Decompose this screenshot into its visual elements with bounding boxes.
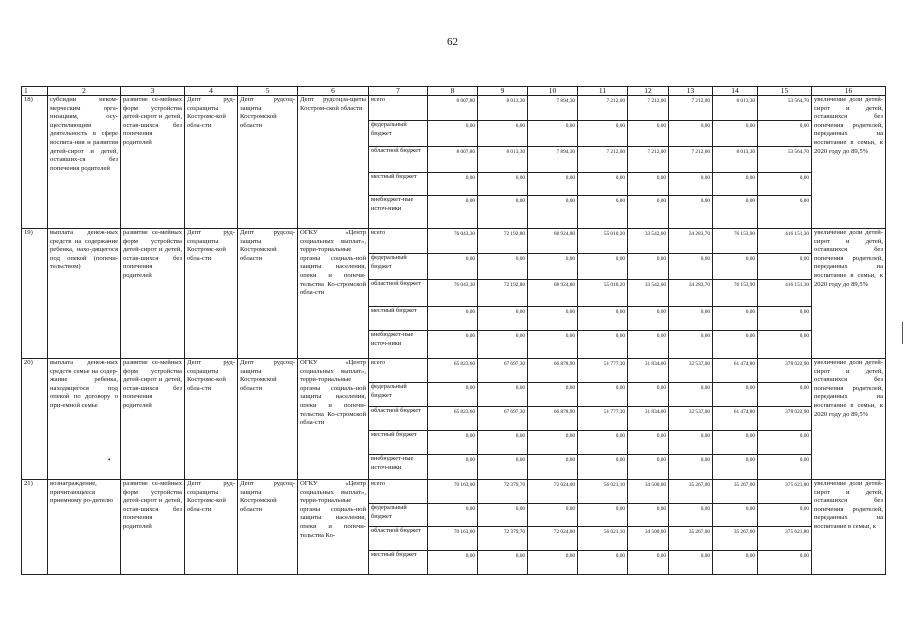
funding-source: местный бюджет (369, 431, 428, 455)
amount-cell: 0,00 (628, 121, 669, 147)
amount-cell: 33 542,60 (628, 280, 669, 307)
amount-cell: 7 212,00 (628, 96, 669, 121)
header-cell: 2 (48, 87, 121, 96)
amount-cell: 0,00 (478, 121, 528, 147)
amount-cell: 0,00 (528, 121, 578, 147)
amount-cell: 0,00 (713, 307, 758, 331)
header-cell: 6 (298, 87, 369, 96)
amount-cell: 7 894,30 (528, 96, 578, 121)
amount-cell: 68 924,80 (528, 229, 578, 254)
amount-cell: 0,00 (628, 431, 669, 455)
amount-cell: 72 379,70 (478, 527, 528, 551)
amount-cell: 53 564,70 (758, 96, 812, 121)
amount-cell: 55 010,20 (578, 229, 628, 254)
amount-cell: 0,00 (428, 121, 478, 147)
measure-name: вознаграждение, причитающееся приемному ро-дителю (48, 480, 121, 575)
amount-cell: 66 878,90 (528, 359, 578, 383)
amount-cell: 61 474,80 (713, 407, 758, 431)
amount-cell: 34 500,00 (628, 527, 669, 551)
amount-cell: 72 192,80 (478, 229, 528, 254)
responsible-cell: Депт рудсоц-защиты Костромской области (238, 229, 298, 359)
amount-cell: 0,00 (628, 551, 669, 575)
amount-cell: 0,00 (428, 383, 478, 407)
funding-source: федеральный бюджет (369, 254, 428, 280)
amount-cell: 0,00 (578, 173, 628, 196)
stray-mark: • (108, 456, 111, 464)
amount-cell: 56 021,10 (578, 480, 628, 504)
amount-cell: 7 212,00 (578, 96, 628, 121)
funding-source: всего (369, 359, 428, 383)
amount-cell: 0,00 (428, 504, 478, 527)
amount-cell: 34 283,70 (669, 280, 713, 307)
amount-cell: 0,00 (669, 307, 713, 331)
amount-cell: 375 621,80 (758, 480, 812, 504)
measure-name: субсидии неком-мерческим орга-низациям, осу-ществляющим деятельность в сфере воспита-ния и развития детей-сирот и детей, оставших-ся без попечения родителей (48, 96, 121, 229)
amount-cell: 0,00 (428, 431, 478, 455)
amount-cell: 34 500,00 (628, 480, 669, 504)
amount-cell: 416 151,30 (758, 229, 812, 254)
header-cell: 14 (713, 87, 758, 96)
result-cell: увеличение доли детей-сирот и детей, оставшихся без попечения родителей, переданных на воспитание в семьи, к 2020 году до 89,5% (812, 359, 886, 480)
amount-cell: 0,00 (758, 196, 812, 229)
amount-cell: 65 823,60 (428, 407, 478, 431)
amount-cell: 76 043,30 (428, 229, 478, 254)
funding-source: местный бюджет (369, 173, 428, 196)
amount-cell: 0,00 (628, 455, 669, 480)
amount-cell: 0,00 (478, 196, 528, 229)
amount-cell: 0,00 (528, 455, 578, 480)
amount-cell: 0,00 (669, 196, 713, 229)
header-cell: 8 (428, 87, 478, 96)
header-cell: 11 (578, 87, 628, 96)
table-body (22, 87, 886, 575)
amount-cell: 0,00 (713, 383, 758, 407)
amount-cell: 0,00 (478, 431, 528, 455)
amount-cell: 72 379,70 (478, 480, 528, 504)
amount-cell: 7 212,00 (669, 96, 713, 121)
amount-cell: 378 022,90 (758, 359, 812, 383)
amount-cell: 0,00 (669, 551, 713, 575)
amount-cell: 0,00 (578, 383, 628, 407)
measure-name: выплата денеж-ных средств семье на содер-жание ребенка, находящегося под опекой по договору о при-емной семье (48, 359, 121, 480)
amount-cell: 72 192,80 (478, 280, 528, 307)
header-cell: 4 (185, 87, 238, 96)
direction-cell: развитие се-мейных форм устройства детей-сирот и детей, остав-шихся без попечения родителей (121, 359, 185, 480)
amount-cell: 0,00 (528, 431, 578, 455)
header-cell: 16 (812, 87, 886, 96)
amount-cell: 35 267,00 (713, 480, 758, 504)
table-row (22, 480, 886, 504)
table-row (22, 229, 886, 254)
funding-source: всего (369, 229, 428, 254)
amount-cell: 0,00 (669, 383, 713, 407)
amount-cell: 0,00 (578, 254, 628, 280)
amount-cell: 8 013,30 (478, 96, 528, 121)
page-number: 62 (447, 36, 458, 48)
amount-cell: 0,00 (628, 383, 669, 407)
amount-cell: 35 267,00 (669, 480, 713, 504)
amount-cell: 0,00 (628, 196, 669, 229)
executor-cell: ОГКУ «Центр социальных выплат», терри-ториальные органы социаль-ной защиты населения, опеки и попечи-тельства Ко- (298, 480, 369, 575)
amount-cell: 0,00 (428, 196, 478, 229)
direction-cell: развитие се-мейных форм устройства детей-сирот и детей, остав-шихся без попечения родителей (121, 96, 185, 229)
row-number: 18) (22, 96, 48, 229)
coexecutor-cell: Депт руд-соцзащиты Костромс-кой обла-сти (185, 480, 238, 575)
amount-cell: 0,00 (528, 551, 578, 575)
funding-source: федеральный бюджет (369, 121, 428, 147)
amount-cell: 7 212,00 (669, 147, 713, 173)
amount-cell: 0,00 (758, 383, 812, 407)
amount-cell: 8 013,30 (713, 147, 758, 173)
amount-cell: 0,00 (713, 196, 758, 229)
amount-cell: 0,00 (428, 173, 478, 196)
amount-cell: 35 267,00 (713, 527, 758, 551)
table-row (22, 96, 886, 121)
amount-cell: 0,00 (758, 307, 812, 331)
direction-cell: развитие се-мейных форм устройства детей-сирот и детей, остав-шихся без попечения родителей (121, 229, 185, 359)
amount-cell: 0,00 (528, 307, 578, 331)
amount-cell: 0,00 (713, 504, 758, 527)
amount-cell: 7 212,00 (578, 147, 628, 173)
amount-cell: 0,00 (578, 307, 628, 331)
amount-cell: 33 542,60 (628, 229, 669, 254)
amount-cell: 0,00 (628, 173, 669, 196)
funding-source: федеральный бюджет (369, 504, 428, 527)
amount-cell: 0,00 (478, 551, 528, 575)
amount-cell: 0,00 (669, 121, 713, 147)
result-cell: увеличение доли детей-сирот и детей, оставшихся без попечения родителей, переданных на воспитание в семьи, к 2020 году до 89,5% (812, 229, 886, 359)
amount-cell: 51 777,30 (578, 407, 628, 431)
amount-cell: 7 894,30 (528, 147, 578, 173)
amount-cell: 31 834,00 (628, 407, 669, 431)
amount-cell: 67 697,30 (478, 407, 528, 431)
executor-cell: Депт рудсоцза-щиты Костром-ской области (298, 96, 369, 229)
amount-cell: 0,00 (758, 504, 812, 527)
amount-cell: 0,00 (428, 455, 478, 480)
amount-cell: 0,00 (758, 431, 812, 455)
amount-cell: 0,00 (528, 173, 578, 196)
amount-cell: 0,00 (758, 121, 812, 147)
funding-source: местный бюджет (369, 307, 428, 331)
amount-cell: 32 537,00 (669, 407, 713, 431)
amount-cell: 8 007,80 (428, 147, 478, 173)
funding-source: всего (369, 480, 428, 504)
amount-cell: 0,00 (669, 455, 713, 480)
amount-cell: 32 537,00 (669, 359, 713, 383)
measure-name: выплата денеж-ных средств на содержание ребенка, нахо-дящегося под опекой (попечи-тельством) (48, 229, 121, 359)
amount-cell: 65 823,60 (428, 359, 478, 383)
amount-cell: 70 163,00 (428, 480, 478, 504)
amount-cell: 0,00 (478, 455, 528, 480)
budget-table (21, 86, 886, 575)
header-cell: 3 (121, 87, 185, 96)
amount-cell: 0,00 (578, 121, 628, 147)
responsible-cell: Депт рудсоц-защиты Костромской области (238, 359, 298, 480)
amount-cell: 0,00 (628, 307, 669, 331)
funding-source: областной бюджет (369, 280, 428, 307)
amount-cell: 0,00 (713, 121, 758, 147)
funding-source: местный бюджет (369, 551, 428, 575)
amount-cell: 0,00 (669, 254, 713, 280)
header-cell: 1 (22, 87, 48, 96)
amount-cell: 0,00 (713, 431, 758, 455)
header-cell: 9 (478, 87, 528, 96)
amount-cell: 70 163,00 (428, 527, 478, 551)
amount-cell: 68 924,80 (528, 280, 578, 307)
amount-cell: 0,00 (758, 331, 812, 359)
amount-cell: 8 013,30 (713, 96, 758, 121)
amount-cell: 0,00 (713, 551, 758, 575)
amount-cell: 0,00 (713, 331, 758, 359)
amount-cell: 0,00 (758, 551, 812, 575)
amount-cell: 0,00 (478, 504, 528, 527)
amount-cell: 76 043,30 (428, 280, 478, 307)
responsible-cell: Депт рудсоц-защиты Костромской области (238, 96, 298, 229)
amount-cell: 0,00 (578, 504, 628, 527)
amount-cell: 0,00 (578, 431, 628, 455)
amount-cell: 51 777,30 (578, 359, 628, 383)
amount-cell: 66 878,90 (528, 407, 578, 431)
amount-cell: 0,00 (669, 504, 713, 527)
amount-cell: 56 021,10 (578, 527, 628, 551)
amount-cell: 8 007,80 (428, 96, 478, 121)
result-cell: увеличение доли детей-сирот и детей, оставшихся без попечения родителей, переданных на воспитание в семьи, к 2020 году до 89,5% (812, 96, 886, 229)
result-cell: увеличение доли детей-сирот и детей, оставшихся без попечения родителей, переданных на воспитание в семьи, к (812, 480, 886, 575)
funding-source: внебюджет-ные источ-ники (369, 331, 428, 359)
executor-cell: ОГКУ «Центр социальных выплат», терри-ториальные органы социаль-ной защиты населения, опеки и попечи-тельства Ко-стромской обла-сти (298, 359, 369, 480)
amount-cell: 378 022,90 (758, 407, 812, 431)
amount-cell: 35 267,00 (669, 527, 713, 551)
amount-cell: 0,00 (628, 331, 669, 359)
direction-cell: развитие се-мейных форм устройства детей-сирот и детей, остав-шихся без попечения родителей (121, 480, 185, 575)
funding-source: областной бюджет (369, 527, 428, 551)
amount-cell: 0,00 (478, 307, 528, 331)
amount-cell: 55 010,20 (578, 280, 628, 307)
amount-cell: 0,00 (528, 196, 578, 229)
amount-cell: 0,00 (578, 196, 628, 229)
header-cell: 5 (238, 87, 298, 96)
coexecutor-cell: Депт руд-соцзащиты Костромс-кой обла-сти (185, 229, 238, 359)
amount-cell: 0,00 (528, 504, 578, 527)
amount-cell: 0,00 (713, 254, 758, 280)
amount-cell: 0,00 (758, 173, 812, 196)
header-cell: 10 (528, 87, 578, 96)
edge-mark (902, 322, 903, 344)
amount-cell: 0,00 (713, 173, 758, 196)
funding-source: областной бюджет (369, 407, 428, 431)
header-cell: 13 (669, 87, 713, 96)
header-row (22, 87, 886, 96)
amount-cell: 0,00 (478, 383, 528, 407)
amount-cell: 72 024,00 (528, 527, 578, 551)
amount-cell: 0,00 (528, 331, 578, 359)
amount-cell: 0,00 (758, 455, 812, 480)
amount-cell: 0,00 (669, 173, 713, 196)
amount-cell: 67 697,30 (478, 359, 528, 383)
amount-cell: 31 834,00 (628, 359, 669, 383)
amount-cell: 0,00 (758, 254, 812, 280)
amount-cell: 0,00 (628, 504, 669, 527)
amount-cell: 0,00 (478, 254, 528, 280)
responsible-cell: Депт рудсоц-защиты Костромской области (238, 480, 298, 575)
amount-cell: 0,00 (428, 551, 478, 575)
amount-cell: 8 013,30 (478, 147, 528, 173)
funding-source: внебюджет-ные источ-ники (369, 455, 428, 480)
executor-cell: ОГКУ «Центр социальных выплат», терри-ториальные органы социаль-ной защиты населения, опеки и попечи-тельства Ко-стромской обла-сти (298, 229, 369, 359)
funding-source: внебюджет-ные источ-ники (369, 196, 428, 229)
amount-cell: 0,00 (578, 455, 628, 480)
table-row (22, 359, 886, 383)
coexecutor-cell: Депт руд-соцзащиты Костромс-кой обла-сти (185, 96, 238, 229)
amount-cell: 0,00 (578, 331, 628, 359)
amount-cell: 0,00 (478, 173, 528, 196)
amount-cell: 0,00 (528, 383, 578, 407)
amount-cell: 0,00 (669, 331, 713, 359)
header-cell: 7 (369, 87, 428, 96)
amount-cell: 0,00 (628, 254, 669, 280)
amount-cell: 76 153,90 (713, 229, 758, 254)
amount-cell: 7 212,00 (628, 147, 669, 173)
funding-source: областной бюджет (369, 147, 428, 173)
amount-cell: 53 564,70 (758, 147, 812, 173)
amount-cell: 416 151,30 (758, 280, 812, 307)
amount-cell: 0,00 (669, 431, 713, 455)
amount-cell: 0,00 (428, 254, 478, 280)
amount-cell: 375 621,80 (758, 527, 812, 551)
amount-cell: 0,00 (578, 551, 628, 575)
header-cell: 15 (758, 87, 812, 96)
amount-cell: 0,00 (428, 331, 478, 359)
row-number: 19) (22, 229, 48, 359)
amount-cell: 0,00 (478, 331, 528, 359)
amount-cell: 34 283,70 (669, 229, 713, 254)
row-number: 21) (22, 480, 48, 575)
amount-cell: 0,00 (428, 307, 478, 331)
amount-cell: 0,00 (713, 455, 758, 480)
header-cell: 12 (628, 87, 669, 96)
funding-source: федеральный бюджет (369, 383, 428, 407)
funding-source: всего (369, 96, 428, 121)
amount-cell: 76 153,90 (713, 280, 758, 307)
amount-cell: 61 474,80 (713, 359, 758, 383)
row-number: 20) (22, 359, 48, 480)
coexecutor-cell: Депт руд-соцзащиты Костромс-кой обла-сти (185, 359, 238, 480)
amount-cell: 72 024,00 (528, 480, 578, 504)
amount-cell: 0,00 (528, 254, 578, 280)
